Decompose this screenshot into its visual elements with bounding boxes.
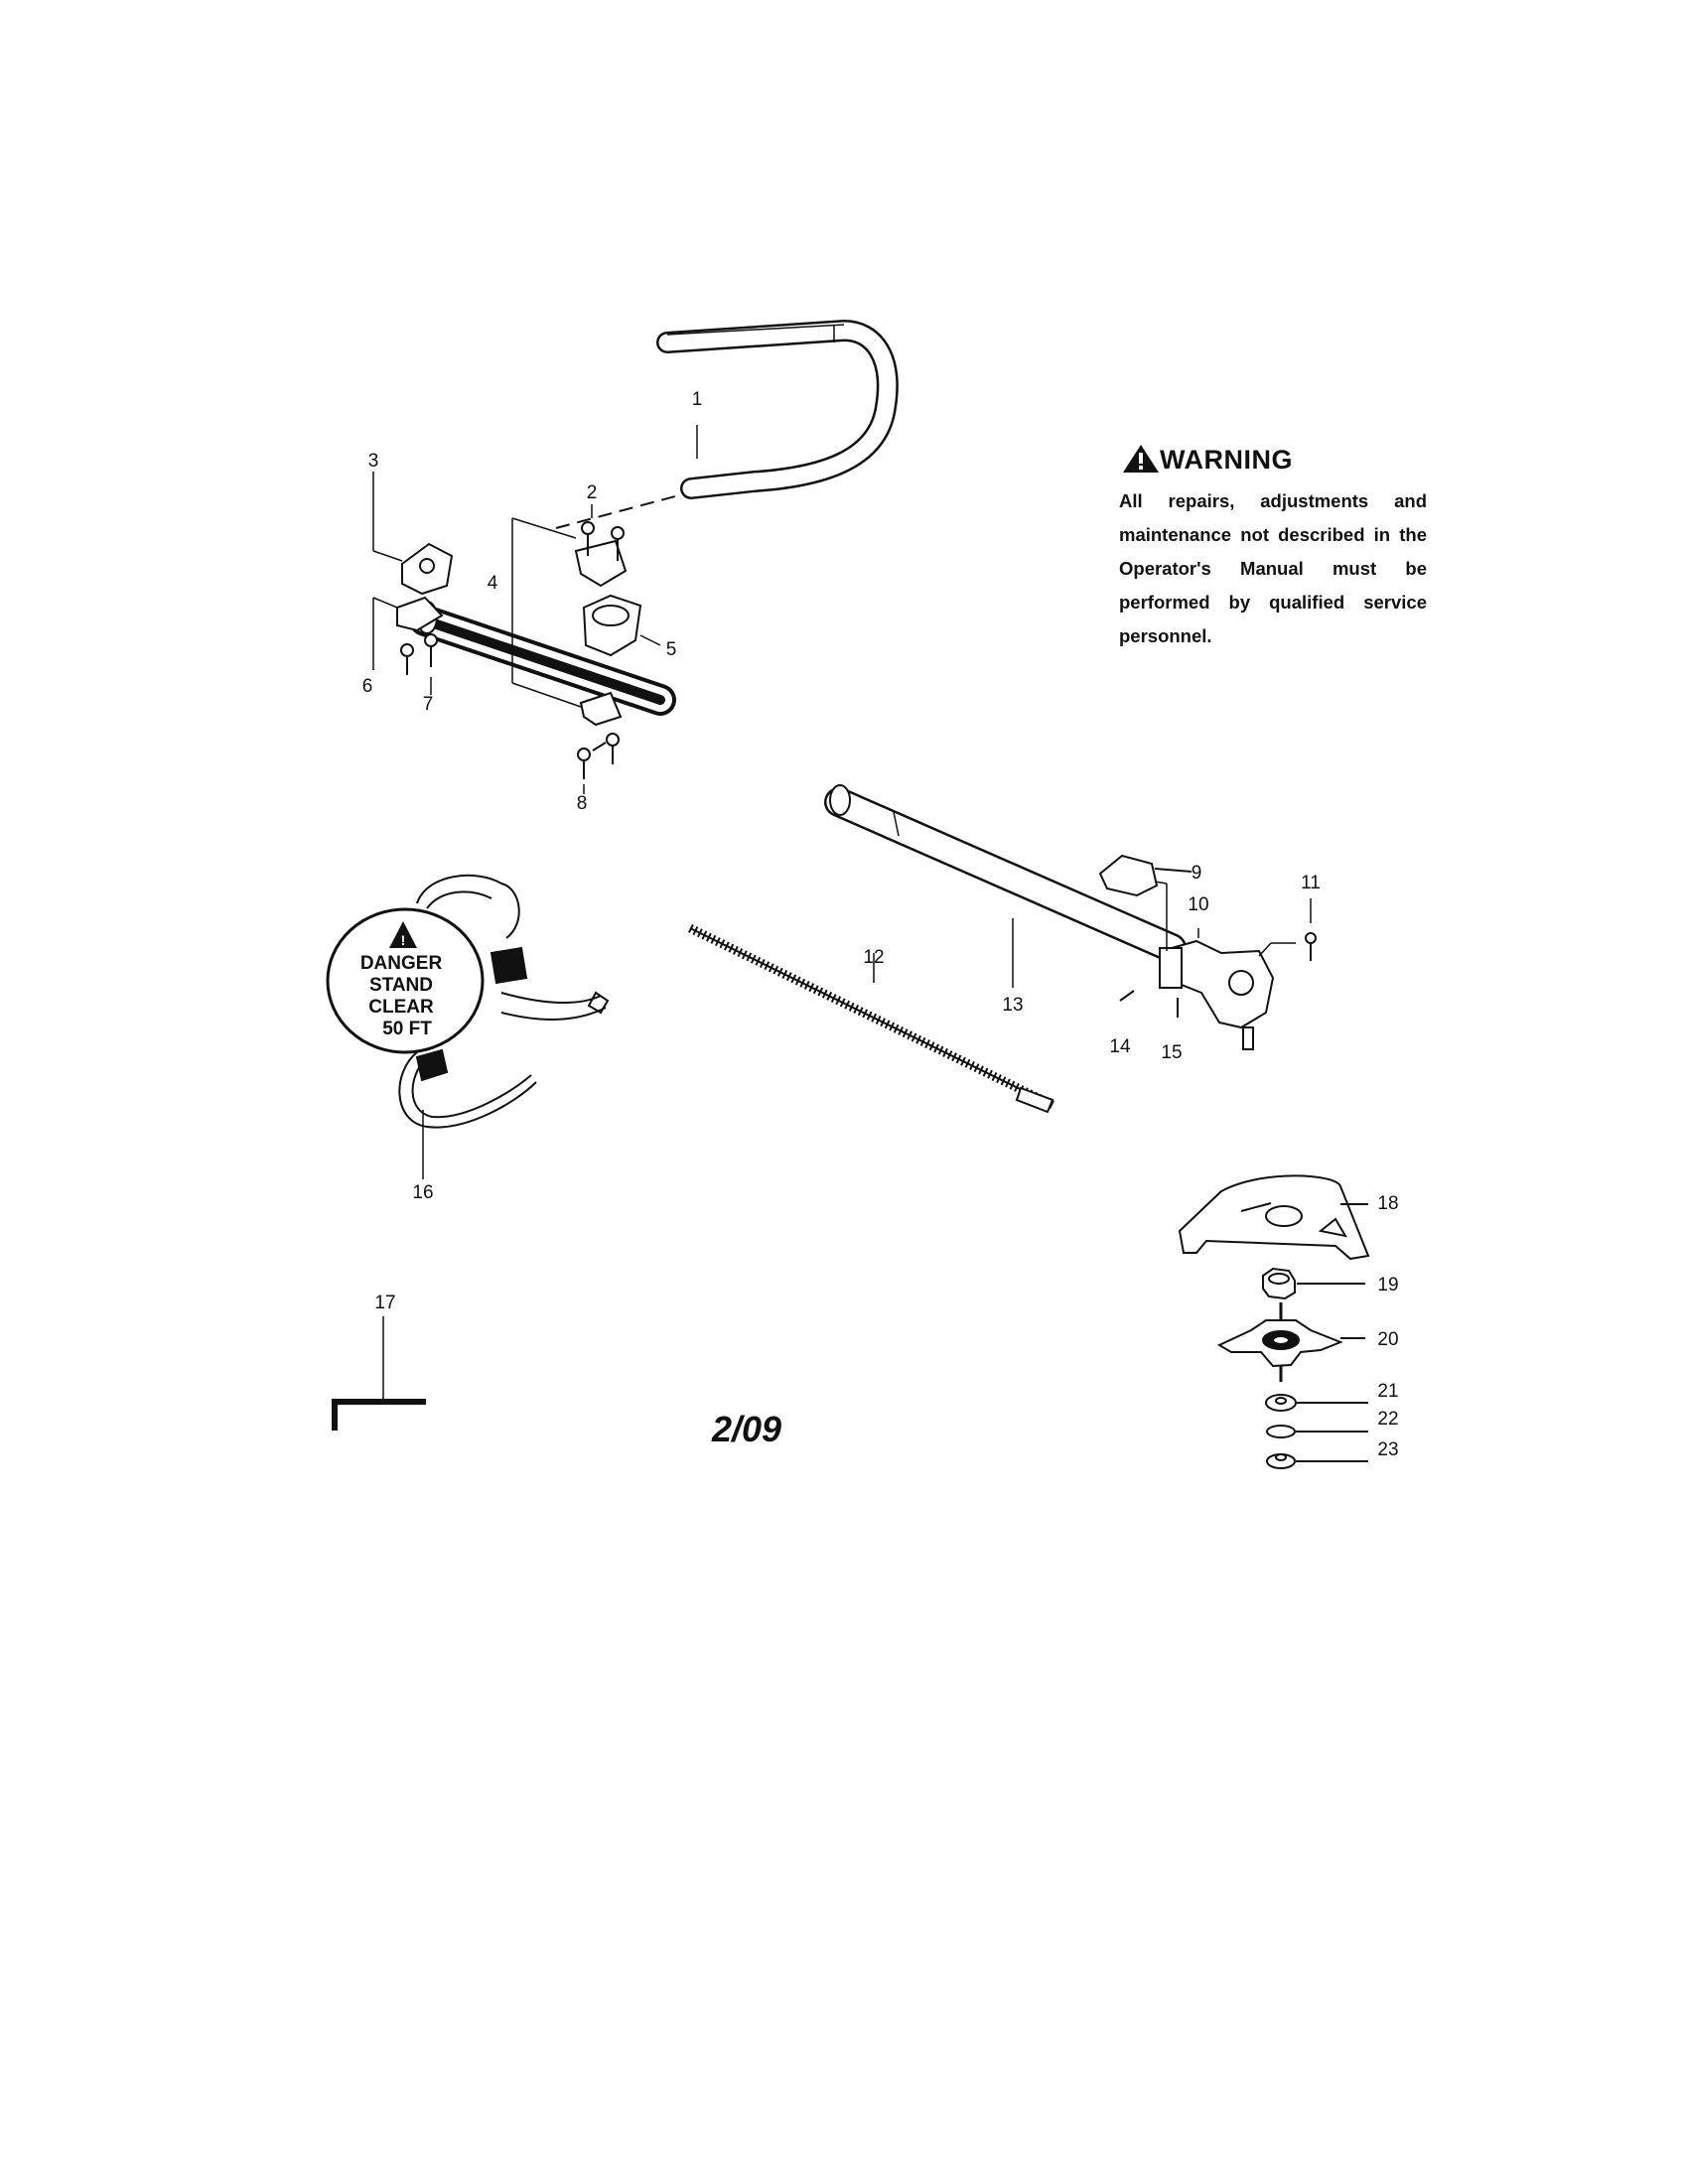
part-21-washer — [1266, 1395, 1368, 1411]
callout-3: 3 — [367, 451, 379, 472]
callout-12: 12 — [863, 947, 885, 968]
part-10-gear-head — [1160, 941, 1273, 1049]
callout-13: 13 — [1002, 995, 1024, 1016]
callout-4: 4 — [487, 573, 498, 594]
part-14-screw — [1120, 991, 1134, 1001]
callout-18: 18 — [1377, 1193, 1399, 1214]
callout-9: 9 — [1191, 863, 1202, 884]
part-22-washer — [1267, 1426, 1368, 1437]
callout-14: 14 — [1109, 1036, 1131, 1057]
callout-5: 5 — [665, 639, 677, 660]
callout-15: 15 — [1161, 1042, 1183, 1063]
callout-23: 23 — [1377, 1439, 1399, 1460]
part-20-blade — [1219, 1302, 1365, 1382]
part-23-nut — [1267, 1454, 1368, 1468]
part-19-nut — [1263, 1269, 1365, 1298]
callout-10: 10 — [1188, 894, 1209, 915]
callout-6: 6 — [361, 676, 373, 697]
part-2-clamp — [576, 522, 626, 586]
danger-line-3: CLEAR — [368, 997, 434, 1018]
part-5-clamp — [584, 596, 640, 655]
callout-7: 7 — [422, 694, 434, 715]
callout-19: 19 — [1377, 1275, 1399, 1296]
callout-22: 22 — [1377, 1409, 1399, 1430]
warning-title: WARNING — [1160, 445, 1293, 475]
danger-line-2: STAND — [368, 975, 434, 996]
callout-11: 11 — [1301, 873, 1321, 893]
callout-2: 2 — [586, 482, 598, 503]
part-8-clamp — [578, 693, 621, 779]
warning-triangle-icon — [1121, 443, 1161, 475]
svg-text:!: ! — [400, 932, 406, 948]
callout-20: 20 — [1377, 1329, 1399, 1350]
callout-17: 17 — [374, 1293, 396, 1313]
part-17-hex-wrench — [335, 1316, 423, 1428]
callout-8: 8 — [576, 793, 588, 814]
part-3-clamp — [402, 544, 452, 594]
danger-line-4: 50 FT — [382, 1019, 432, 1039]
part-11-screw — [1306, 933, 1316, 961]
danger-line-1: DANGER — [359, 953, 443, 974]
danger-decal — [328, 909, 483, 1052]
part-18-blade-guard — [1180, 1175, 1368, 1259]
part-9-bracket — [1100, 856, 1192, 895]
warning-text: All repairs, adjustments and maintenance not described in the Operator's Manual must be performed by qualified service personnel. — [1119, 490, 1427, 646]
callout-1: 1 — [691, 389, 703, 410]
callout-16: 16 — [412, 1182, 434, 1203]
part-7-screws — [401, 634, 437, 675]
callout-21: 21 — [1377, 1381, 1399, 1402]
date-code: 2/09 — [712, 1409, 782, 1449]
